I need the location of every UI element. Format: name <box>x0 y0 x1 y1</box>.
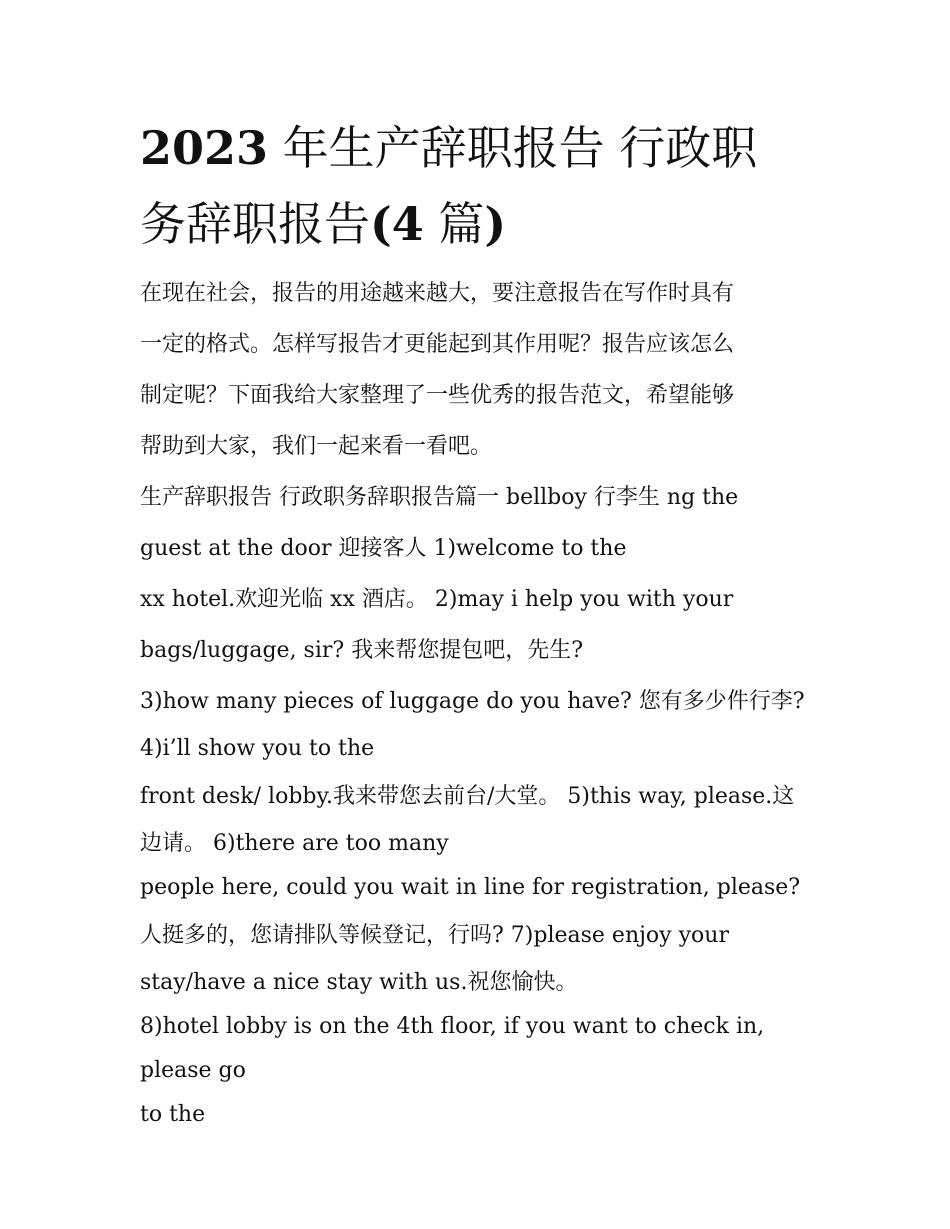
body-line: 4)i’ll show you to the <box>140 736 375 761</box>
body-line: people here, could you wait in line for registration, please? <box>140 875 801 900</box>
document-content <box>140 110 830 1137</box>
title-line-1: 2023 年生产辞职报告 行政职 <box>140 121 758 175</box>
body-line: to the <box>140 1102 206 1127</box>
intro-line: 一定的格式。怎样写报告才更能起到其作用呢？报告应该怎么 <box>140 332 735 357</box>
body-line: 3)how many pieces of luggage do you have? 您有多少件行李? <box>140 689 805 714</box>
body-text <box>140 472 830 1137</box>
body-line: front desk/ lobby.我来带您去前台/大堂。 5)this way, please.这 <box>140 784 795 809</box>
body-line: bags/luggage, sir? 我来帮您提包吧，先生? <box>140 638 583 663</box>
body-line: stay/have a nice stay with us.祝您愉快。 <box>140 970 578 995</box>
body-line: 生产辞职报告 行政职务辞职报告篇一 bellboy 行李生 ng the <box>140 485 739 510</box>
body-line: xx hotel.欢迎光临 xx 酒店。 2)may i help you with your <box>140 587 734 612</box>
body-line: guest at the door 迎接客人 1)welcome to the <box>140 536 627 561</box>
intro-line: 在现在社会，报告的用途越来越大，要注意报告在写作时具有 <box>140 281 735 306</box>
body-line: 人挺多的，您请排队等候登记，行吗? 7)please enjoy your <box>140 923 729 948</box>
body-line: 8)hotel lobby is on the 4th floor, if you want to check in, please go <box>140 1014 765 1083</box>
intro-paragraph <box>140 268 830 472</box>
intro-line: 帮助到大家，我们一起来看一看吧。 <box>140 434 493 459</box>
body-line: 边请。 6)there are too many <box>140 831 449 856</box>
intro-line: 制定呢？下面我给大家整理了一些优秀的报告范文，希望能够 <box>140 383 735 408</box>
document-title <box>140 110 830 262</box>
title-line-2: 务辞职报告(4 篇) <box>140 197 507 251</box>
